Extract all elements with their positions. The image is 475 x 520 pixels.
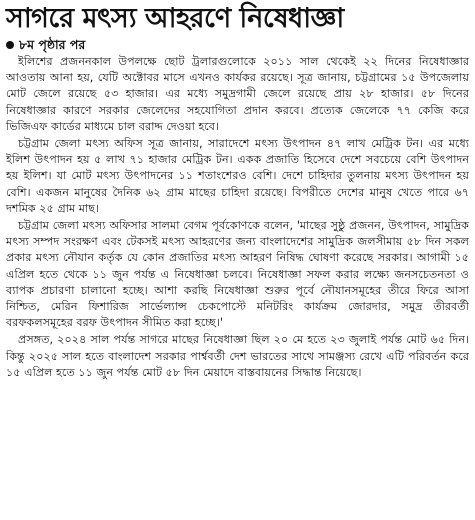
- article-paragraph-2: চট্টগ্রাম জেলা মৎস্য অফিস সূত্র জানায়, সারাদেশে মৎস্য উৎপাদন ৪৭ লাখ মেট্রিক টন। এর মধ্যে ইলিশ উৎপাদন হয় ৫ লাখ ৭১ হাজার মেট্রিক টন। একক প্রজাতি হিসেবে দেশে সবচেয়ে বেশি উৎপাদন হয় ইলিশ। যা মোট মৎস্য উৎপাদনের ১১ শতাংশেরও বেশি। দেশে চাহিদার তুলনায় মৎস্য উৎপাদন হয় বেশি। একজন মানুষের দৈনিক ৬২ গ্রাম মাছের চাহিদা রয়েছে। বিপরীতে দেশের মানুষ খেতে পারে ৬৭ দশমিক ২৫ গ্রাম মাছ।: [6, 137, 469, 215]
- article-paragraph-1: ইলিশের প্রজননকাল উপলক্ষে ছোট ট্রলারগুলোকে ২০১১ সাল থেকেই ২২ দিনের নিষেধাজ্ঞার আওতায় আনা হয়, যেটি অক্টোবর মাসে এখনও কার্যকর রয়েছে। সূত্র জানায়, চট্টগ্রামের ১৫ উপজেলায় মোট জেলে রয়েছে ৫৩ হাজার। এর মধ্যে সমুদ্রগামী জেলে রয়েছে প্রায় ২৮ হাজার। ৫৮ দিনের নিষেধাজ্ঞার কারণে সরকার জেলেদের সহযোগিতা প্রদান করবে। প্রত্যেক জেলেকে ৭৭ কেজি করে ভিজিএফ কার্ডের মাধ্যমে চাল বরাদ্দ দেওয়া হবে।: [6, 55, 469, 133]
- article-headline: সাগরে মৎস্য আহরণে নিষেধাজ্ঞা: [6, 3, 344, 34]
- bullet-icon: [6, 41, 14, 49]
- continued-label-text: ৮ম পৃষ্ঠার পর: [19, 37, 86, 52]
- article-body: [6, 54, 469, 381]
- article-paragraph-3: চট্টগ্রাম জেলা মৎস্য অফিসার সালমা বেগম পূর্বকোণকে বলেন, 'মাছের সুষ্ঠু প্রজনন, উৎপাদন, সামুদ্রিক মৎস্য সম্পদ সংরক্ষণ এবং টেকসই মৎস্য আহরণের জন্য বাংলাদেশের সামুদ্রিক জলসীমায় ৫৮ দিন সকল প্রকার মৎস্য নৌযান কর্তৃক যে কোন প্রজাতির মৎস্য আহরণ নিষিদ্ধ ঘোষণা করেছে সরকার। আগামী ১৫ এপ্রিল হতে থেকে ১১ জুন পর্যন্ত এ নিষেধাজ্ঞা চলবে। নিষেধাজ্ঞা সফল করার লক্ষ্যে জনসচেতনতা ও ব্যাপক প্রচারণা চালানো হচ্ছে। আশা করছি নিষেধাজ্ঞা শুরুর পূর্বে নৌযানসমূহের তীরে ফিরে আসা নিশ্চিত, মেরিন ফিশারিজ সার্ভেল্যান্স চেকপোস্টে মনিটরিং কার্যক্রম জোরদার, সমুদ্র তীরবর্তী বরফকলসমূহের বরফ উৎপাদন সীমিত করা হচ্ছে।': [6, 219, 469, 330]
- article-paragraph-4: প্রসঙ্গত, ২০২৪ সাল পর্যন্ত সাগরে মাছের নিষেধাজ্ঞা ছিল ২০ মে হতে ২৩ জুলাই পর্যন্ত মোট ৬৫ দিন। কিন্তু ২০২৫ সাল হতে বাংলাদেশ সরকার পার্শ্ববর্তী দেশ ভারতের সাথে সামঞ্জস্য রেখে এটি পরিবর্তন করে ১৫ এপ্রিল হতে ১১ জুন পর্যন্ত মোট ৫৮ দিন মেয়াদে বাস্তবায়নের সিদ্ধান্ত নিয়েছে।: [6, 333, 469, 379]
- continued-from-page-label: [6, 36, 469, 53]
